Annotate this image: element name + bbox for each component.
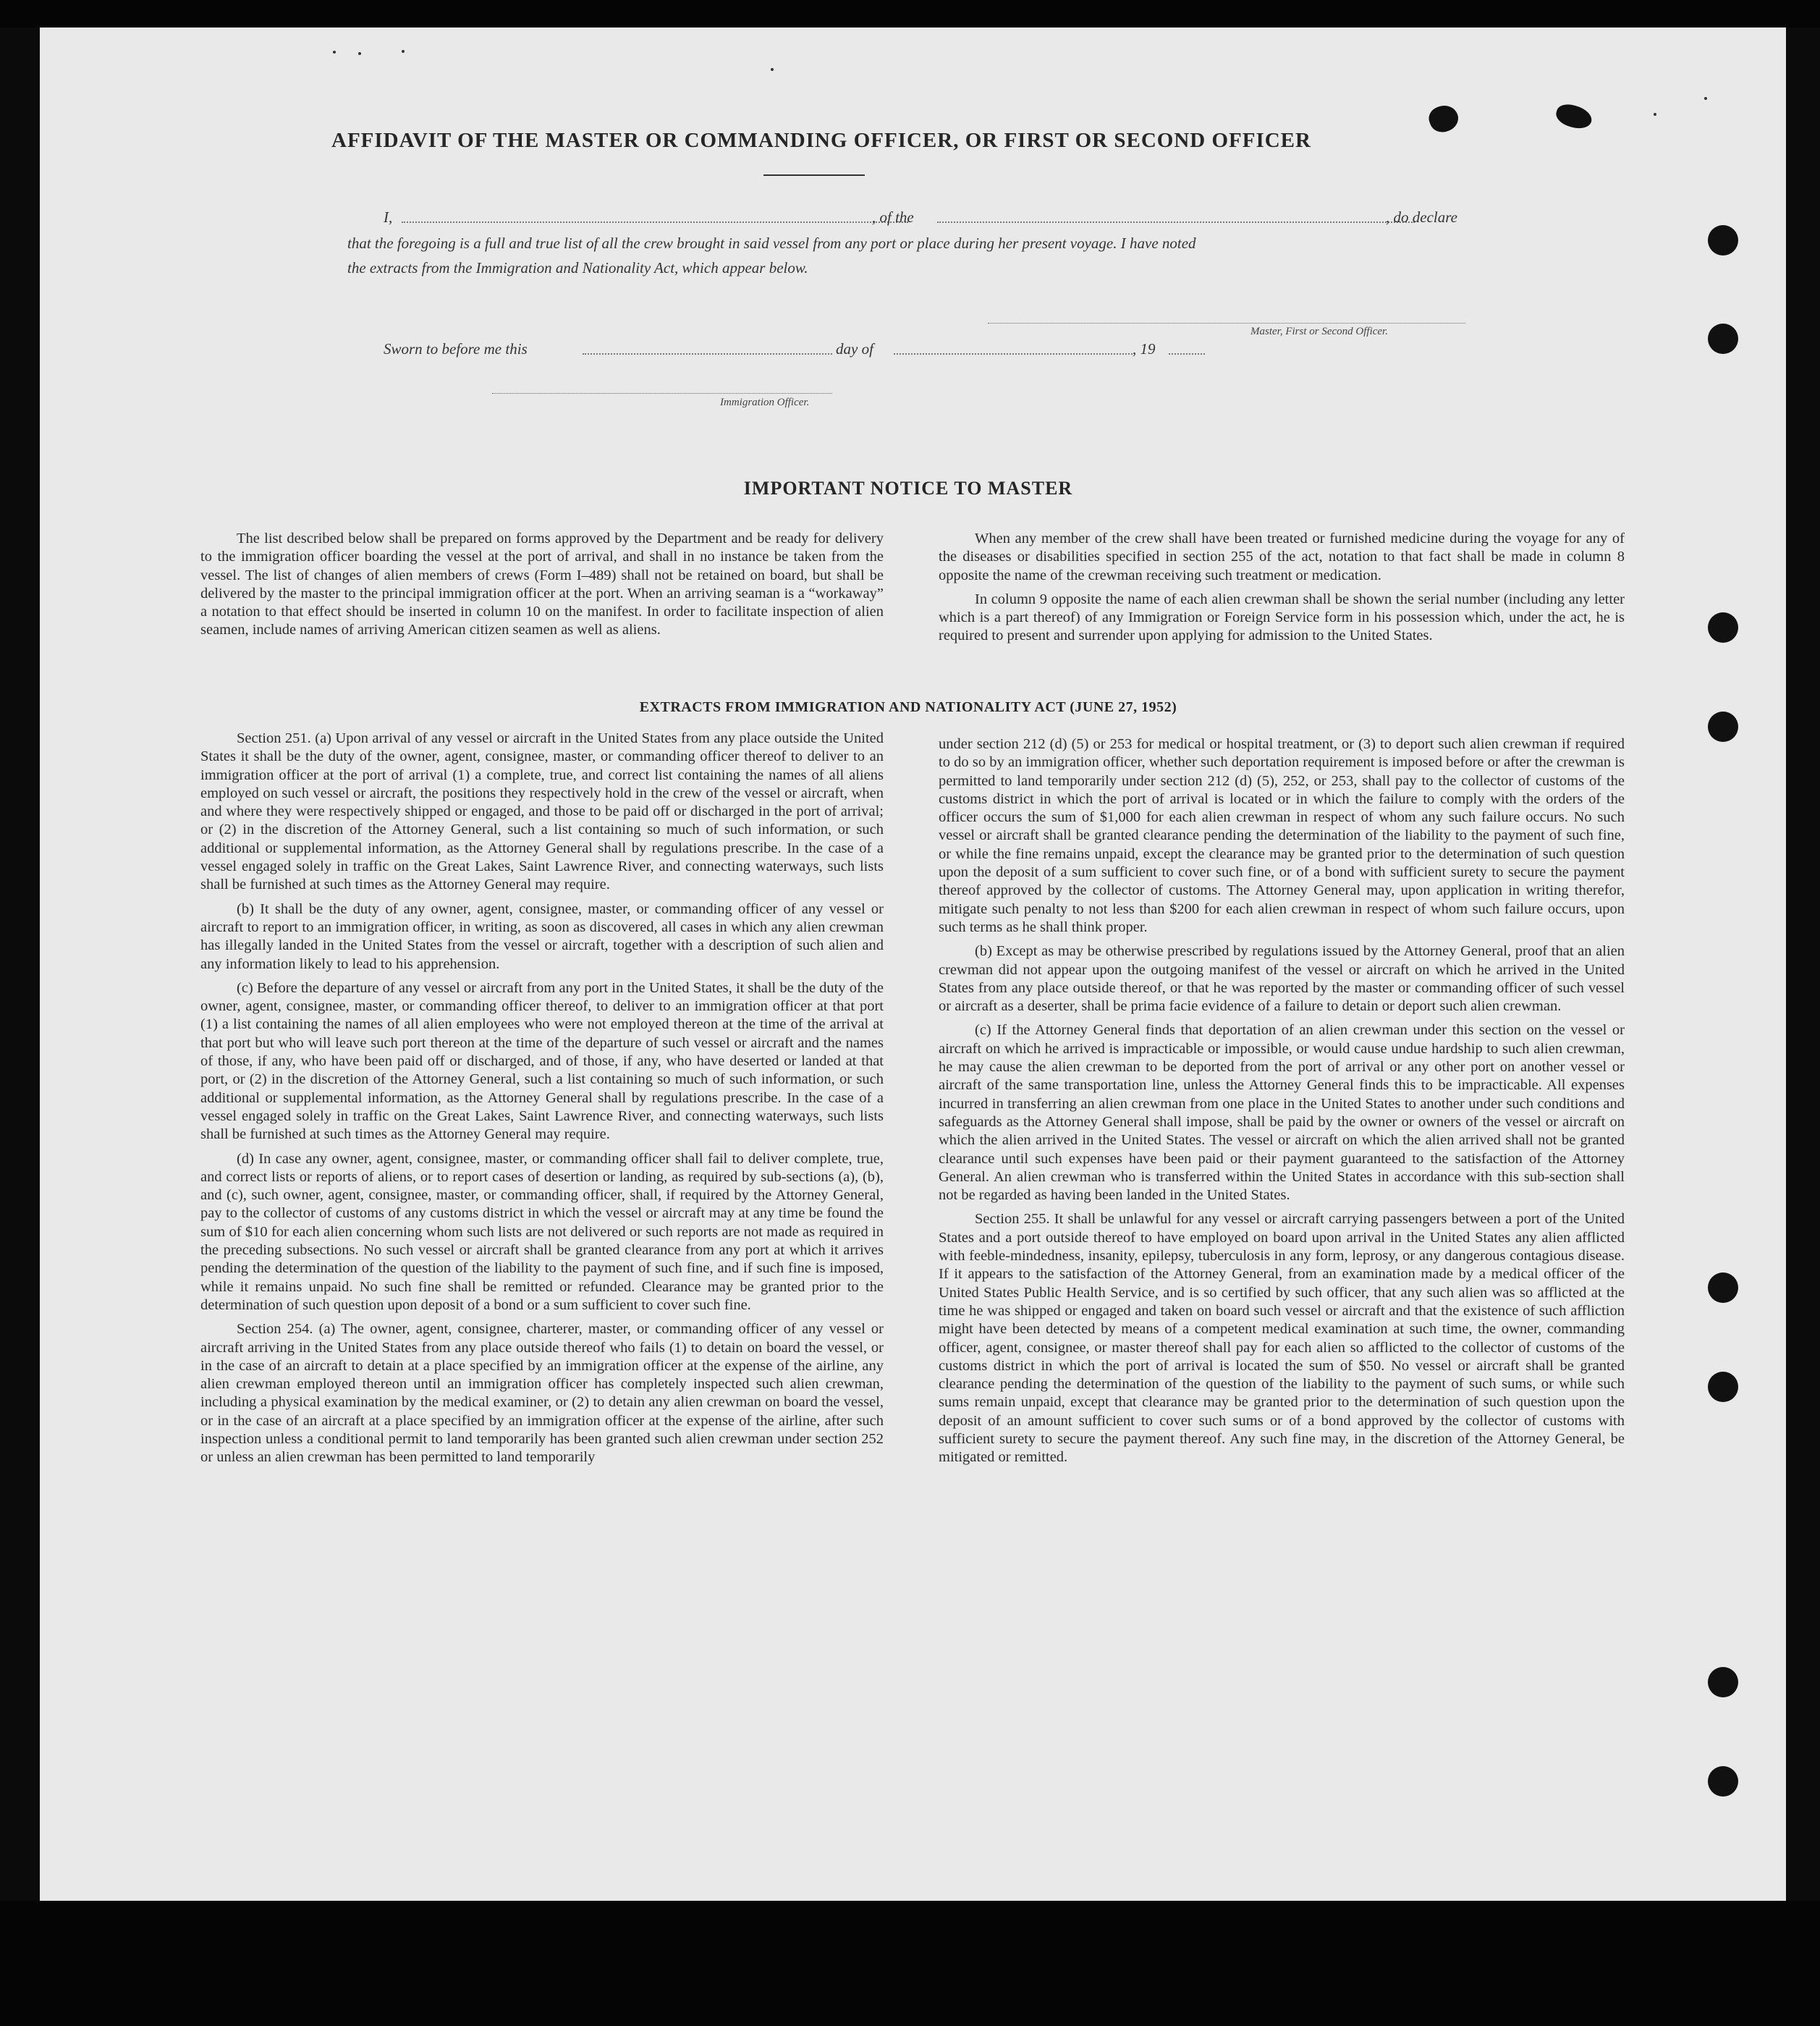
section-254-c: (c) If the Attorney General finds that deportation of an alien crewman under this section on the vessel or aircraft on which he arrived is impracticable or impossible, or would cause undue hardship to such alien crewman, he may cause the alien crewman to be deported from the port of arrival or any other port on another vessel or aircraft of the same transportation line, unless the Attorney General finds this to be impracticable. All expenses incurred in transferring an alien crewman from one place in the United States to another under such conditions and safeguards as the Attorney General shall impose, shall be paid by the owner or owners of the vessel or aircraft on which the alien arrived in the United States. The vessel or aircraft on which the alien arrived shall not be granted clearance until such expenses have been paid or their payment guaranteed to the satisfaction of the Attorney General. An alien crewman who is transferred within the United States in accordance with this sub-section shall not be regarded as having been landed in the United States. bbox=[939, 1022, 1625, 1204]
binder-hole bbox=[1708, 324, 1738, 354]
notice-left-paragraph: The list described below shall be prepared on forms approved by the Department and be ready for delivery to the immigration officer boarding the vessel at the port of arrival, and shall in no instance be taken from the vessel. The list of changes of alien members of crews (Form I–489) shall not be retained on board, but shall be delivered by the master to the principal immigration officer at the port. When an arriving seaman is a “workaway” a notation to that effect should be inserted in column 10 on the manifest. In order to facilitate inspection of alien seamen, include names of arriving American citizen seamen as well as aliens. bbox=[200, 531, 884, 638]
affidavit-of-the-label: , of the bbox=[872, 208, 914, 226]
year-label: , 19 bbox=[1133, 340, 1156, 358]
scan-speck bbox=[358, 52, 361, 55]
officer-signature-caption: Immigration Officer. bbox=[720, 397, 810, 408]
binder-hole bbox=[1708, 612, 1738, 643]
notice-right-column bbox=[939, 530, 1625, 651]
vessel-blank bbox=[937, 221, 1415, 223]
extracts-left-column bbox=[200, 730, 884, 1473]
extracts-heading: EXTRACTS FROM IMMIGRATION AND NATIONALITY ACT (JUNE 27, 1952) bbox=[639, 699, 1177, 715]
binder-hole bbox=[1708, 1272, 1738, 1303]
notice-right-paragraph-1: When any member of the crew shall have been treated or furnished medicine during the voyage for any of the diseases or disabilities specified in section 255 of the act, notation to that fact shall be made in column 8 opposite the name of the crewman receiving such treatment or medication. bbox=[939, 531, 1625, 583]
film-border-bottom bbox=[0, 1901, 1820, 2026]
section-254-a-continued: under section 212 (d) (5) or 253 for medical or hospital treatment, or (3) to deport such alien crewman if required to do so by an immigration officer, whether such deportation requirement is imposed before or after the crewman is permitted to land temporarily under section 212 (d) (5), 252, or 253, shall pay to the collector of customs of the customs district in which the port of arrival is located or in which the failure to comply with the orders of the officer occurs the sum of $1,000 for each alien crewman in respect of whom any such failure occurs. No such vessel or aircraft shall be granted clearance pending the determination of the liability to the payment of such fine, or while the fine remains unpaid, except the clearance may be granted prior to the determination of such question upon the deposit of a sum sufficient to cover such fine, or of a bond with sufficient surety to secure the payment thereof approved by the collector of customs. The Attorney General may, upon application in writing therefor, mitigate such penalty to not less than $200 for each alien crewman in respect of whom such failure occurs, upon such terms as he shall think proper. bbox=[939, 736, 1625, 935]
notice-right-paragraph-2: In column 9 opposite the name of each alien crewman shall be shown the serial number (including any letter which is a part thereof) of any Immigration or Foreign Service form in his possession which, under the act, he is required to present and surrender upon applying for admission to the United States. bbox=[939, 591, 1625, 644]
binder-hole bbox=[1708, 712, 1738, 742]
affidavit-i-label: I, bbox=[384, 208, 393, 226]
binder-hole bbox=[1708, 1766, 1738, 1797]
officer-signature-line bbox=[492, 393, 832, 394]
affidavit-statement-line2: the extracts from the Immigration and Nationality Act, which appear below. bbox=[347, 259, 808, 277]
section-251-a: Section 251. (a) Upon arrival of any vessel or aircraft in the United States from any place outside the United States it shall be the duty of the owner, agent, consignee, master, or commanding officer thereof to deliver to an immigration officer at the port of arrival (1) a complete, true, and correct list containing the names of all aliens employed on such vessel or aircraft, the positions they respectively hold in the crew of the vessel or aircraft, when and where they were respectively shipped or engaged, and those to be paid off or discharged in the port of arrival; or (2) in the discretion of the Attorney General, such a list containing so much of such information, or such additional or supplemental information, as the Attorney General shall by regulations prescribe. In the case of a vessel engaged solely in traffic on the Great Lakes, Saint Lawrence River, and connecting waterways, such lists shall be furnished at such times as the Attorney General may require. bbox=[200, 730, 884, 893]
master-signature-line bbox=[988, 323, 1465, 324]
scan-speck bbox=[771, 68, 774, 71]
section-251-d: (d) In case any owner, agent, consignee, master, or commanding officer shall fail to deliver complete, true, and correct lists or reports of aliens, or to report cases of desertion or landing, as required by sub-sections (a), (b), and (c), such owner, agent, consignee, master, or commanding officer, shall, if required by the Attorney General, pay to the collector of customs of any customs district in which the vessel or aircraft may at any time be found the sum of $10 for each alien concerning whom such lists are not delivered or such reports are not made as required in the preceding subsections. No such vessel or aircraft shall be granted clearance from any port at which it arrives pending the determination of the question of the liability to the payment of such fine, and if such fine is imposed, while it remains unpaid. No such fine shall be remitted or refunded. Clearance may be granted prior to the determination of such question upon deposit of a bond or a sum sufficient to cover such fine. bbox=[200, 1150, 884, 1313]
sworn-day-blank bbox=[583, 353, 832, 355]
sworn-month-blank bbox=[894, 353, 1133, 355]
binder-hole bbox=[1708, 225, 1738, 256]
affidavit-do-declare-label: , do declare bbox=[1386, 208, 1457, 226]
scan-speck bbox=[1704, 97, 1707, 100]
scan-speck bbox=[402, 50, 405, 53]
affidavit-title: AFFIDAVIT OF THE MASTER OR COMMANDING OFFICER, OR FIRST OR SECOND OFFICER bbox=[331, 129, 1311, 152]
section-251-b: (b) It shall be the duty of any owner, agent, consignee, master, or commanding officer of any vessel or aircraft to report to an immigration officer, in writing, as soon as discovered, all cases in which any alien crewman has illegally landed in the United States from the vessel or aircraft, together with a description of such alien and any information likely to lead to his apprehension. bbox=[200, 900, 884, 972]
film-border-top bbox=[0, 0, 1820, 28]
binder-hole bbox=[1708, 1667, 1738, 1697]
name-blank bbox=[402, 221, 908, 223]
year-blank bbox=[1169, 353, 1205, 355]
sworn-label: Sworn to before me this bbox=[384, 340, 528, 358]
master-signature-caption: Master, First or Second Officer. bbox=[1250, 326, 1388, 337]
section-255: Section 255. It shall be unlawful for any vessel or aircraft carrying passengers between a port of the United States and a port outside thereof to have employed on board upon arrival in the United States any alien afflicted with feeble-mindedness, insanity, epilepsy, tuberculosis in any form, leprosy, or any dangerous contagious disease. If it appears to the satisfaction of the Attorney General, from an examination made by a medical officer of the United States Public Health Service, and is so certified by such officer, that any such alien was so afflicted at the time he was shipped or engaged and taken on board such vessel or aircraft and that the existence of such affliction might have been detected by means of a competent medical examination at such time, the owner, commanding officer, agent, consignee, or master thereof shall pay for each alien so afflicted to the collector of customs of the customs district in which the port of arrival is located the sum of $50. No vessel or aircraft shall be granted clearance pending the determination of the question of the liability to the payment of such sums, or while such sums remain unpaid, except that clearance may be granted prior to the determination of such question upon the deposit of an amount sufficient to cover such sums or of a bond approved by the collector of customs with sufficient surety to secure the payment thereof. Any such fine may, in the discretion of the Attorney General, be mitigated or remitted. bbox=[939, 1211, 1625, 1466]
title-underline bbox=[763, 174, 865, 176]
scan-speck bbox=[333, 51, 336, 54]
extracts-right-column bbox=[939, 735, 1625, 1473]
day-of-label: day of bbox=[836, 340, 873, 358]
affidavit-statement-line1: that the foregoing is a full and true list of all the crew brought in said vessel from any port or place during her present voyage. I have noted bbox=[347, 235, 1196, 252]
notice-left-column bbox=[200, 530, 884, 646]
scan-speck bbox=[1654, 113, 1656, 116]
binder-hole bbox=[1708, 1372, 1738, 1402]
section-251-c: (c) Before the departure of any vessel or aircraft from any port in the United States, it shall be the duty of the owner, agent, consignee, master, or commanding officer thereof, to deliver to an immigration officer at that port (1) a list containing the names of all alien employees who were not employed thereon at the time of the arrival at that port but who will leave such port thereon at the time of the departure of such vessel or aircraft and the names of those, if any, who have been paid off or discharged, and of those, if any, who have deserted or landed at that port, or (2) in the discretion of the Attorney General, such a list containing so much of such information, or such additional or supplemental information, as the Attorney General shall by regulations prescribe. In the case of a vessel engaged solely in traffic on the Great Lakes, Saint Lawrence River, and connecting waterways, such lists shall be furnished at such times as the Attorney General may require. bbox=[200, 979, 884, 1143]
notice-heading: IMPORTANT NOTICE TO MASTER bbox=[743, 478, 1073, 499]
ink-blot bbox=[1554, 101, 1594, 132]
document-page bbox=[40, 28, 1786, 1901]
section-254-a: Section 254. (a) The owner, agent, consignee, charterer, master, or commanding officer of any vessel or aircraft arriving in the United States from any place outside thereof who fails (1) to detain on board the vessel, or in the case of an aircraft to detain at a place specified by an immigration officer at the expense of the airline, any alien crewman employed thereon until an immigration officer has completely inspected such alien crewman, including a physical examination by the medical examiner, or (2) to detain any alien crewman on board the vessel, or in the case of an aircraft at a place specified by an immigration officer at the expense of the airline, after such inspection unless a conditional permit to land temporarily has been granted such alien crewman under section 252 or unless an alien crewman has been permitted to land temporarily bbox=[200, 1321, 884, 1466]
section-254-b: (b) Except as may be otherwise prescribed by regulations issued by the Attorney General, proof that an alien crewman did not appear upon the outgoing manifest of the vessel or aircraft on which he arrived in the United States from any place outside thereof, or that he was reported by the master or commanding officer of such vessel or aircraft as a deserter, shall be prima facie evidence of a failure to detain or deport such alien crewman. bbox=[939, 943, 1625, 1015]
